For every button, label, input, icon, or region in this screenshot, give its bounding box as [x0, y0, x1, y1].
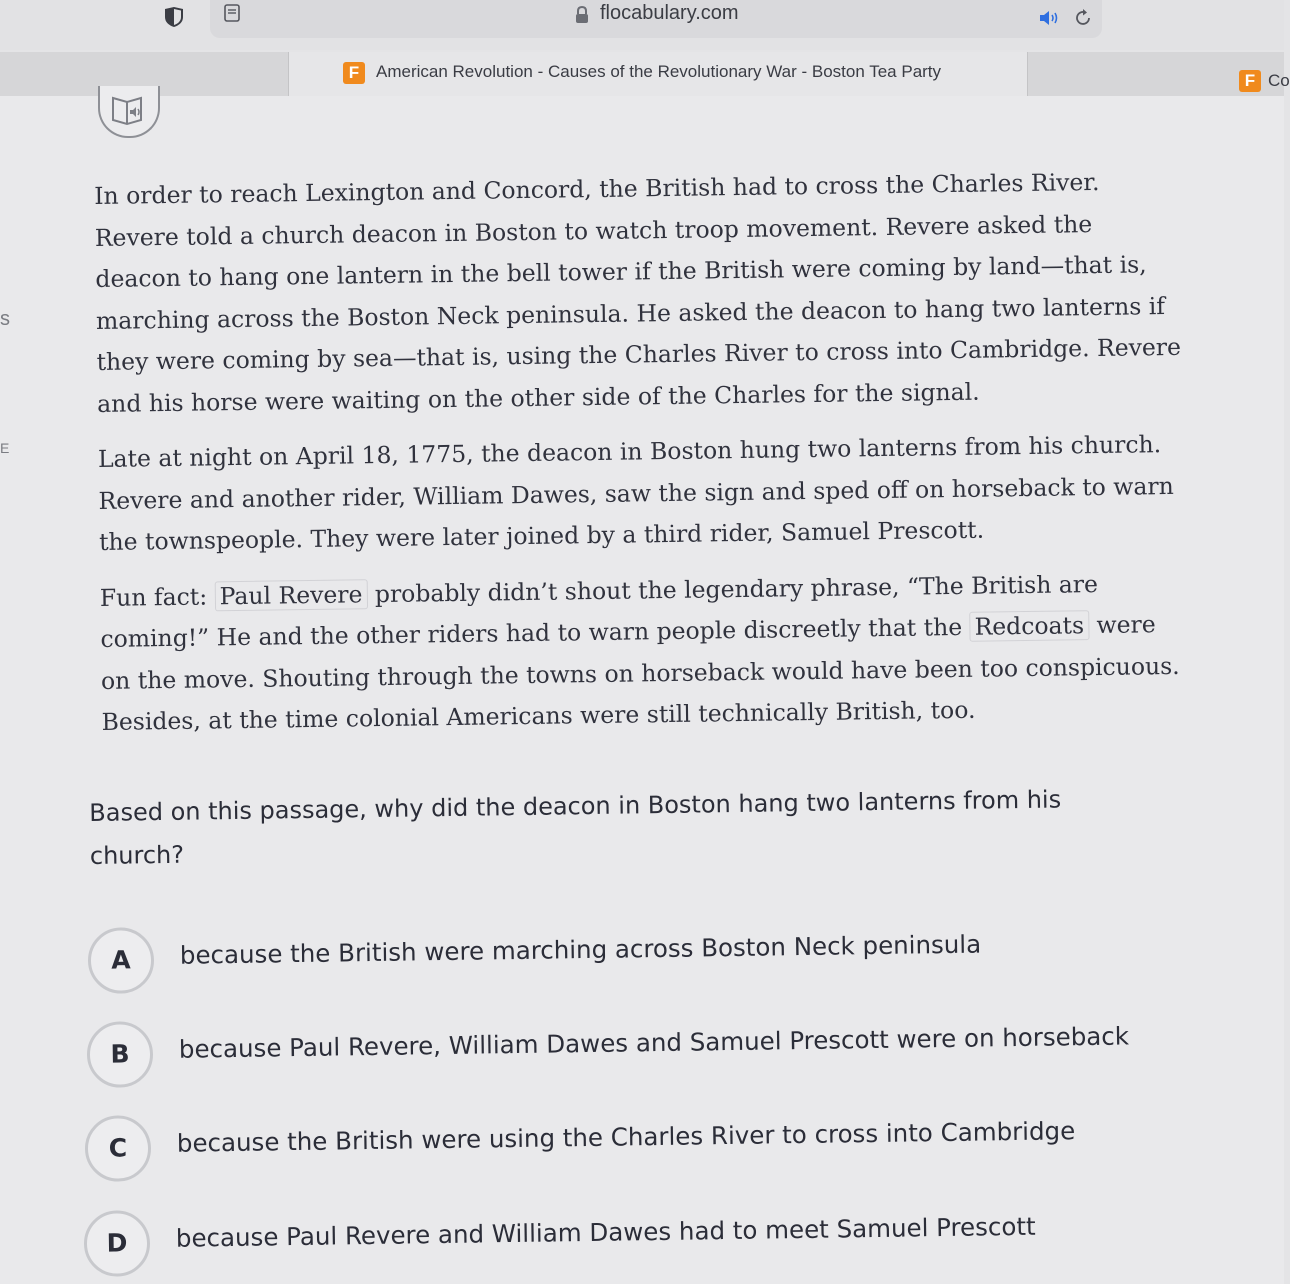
flocabulary-favicon-icon: F — [1239, 70, 1261, 92]
glossary-term-paul-revere[interactable]: Paul Revere — [214, 579, 367, 611]
option-text[interactable]: because Paul Revere, William Dawes and Samuel Prescott were on horseback — [178, 1021, 1130, 1064]
passage-text: Fun fact: — [99, 581, 215, 612]
reload-icon[interactable] — [1073, 8, 1093, 28]
glossary-term-redcoats[interactable]: Redcoats — [969, 610, 1089, 642]
option-letter-badge[interactable]: C — [85, 1115, 152, 1182]
tab-title[interactable]: American Revolution - Causes of the Revolutionary War - Boston Tea Party — [376, 62, 942, 81]
passage-text: probably didn’t shout the legendary phrase, “The British are coming!” He and the other riders had to warn people discreetly that the — [100, 569, 1099, 653]
url-text[interactable]: flocabulary.com — [600, 2, 739, 24]
edge-fragment: s — [0, 308, 10, 330]
option-letter-badge[interactable]: B — [87, 1021, 154, 1088]
passage-paragraph-fun-fact — [100, 562, 1192, 743]
option-letter-badge[interactable]: D — [84, 1210, 151, 1277]
shield-icon[interactable] — [162, 6, 186, 28]
passage-text: were on the move. Shouting through the towns on horseback would have been too conspicuous. Besides, at the time colonial Americans were still technically British, too. — [100, 610, 1180, 736]
option-text[interactable]: because the British were marching across Boston Neck peninsula — [179, 929, 982, 970]
speaker-icon[interactable] — [1038, 9, 1064, 27]
reading-passage — [94, 161, 1192, 758]
option-letter-badge[interactable]: A — [88, 927, 155, 994]
passage-paragraph: Late at night on April 18, 1775, the deacon in Boston hung two lanterns from his church. Revere and another rider, William Dawes, saw the sign and sped off on horseback to warn the townspeople. They were later joined by a third rider, Samuel Prescott. — [97, 430, 1174, 556]
tab-second-title[interactable]: Co — [1268, 71, 1290, 90]
option-text[interactable]: because Paul Revere and William Dawes had to meet Samuel Prescott — [175, 1211, 1036, 1253]
answer-option-a[interactable] — [88, 914, 1069, 994]
flocabulary-favicon-icon: F — [343, 62, 365, 84]
question-prompt: Based on this passage, why did the deacon in Boston hang two lanterns from his church? — [89, 785, 1062, 870]
lock-icon — [574, 6, 590, 24]
passage-paragraph: In order to reach Lexington and Concord, the British had to cross the Charles River. Revere told a church deacon in Boston to watch troop movement. Revere asked the deacon to hang one lantern in the bell tower if the British were coming by land—that is, marching across the Boston Neck peninsula. He asked the deacon to hang two lanterns if they were coming by sea—that is, using the Charles River to cross into Cambridge. Revere and his horse were waiting on the other side of the Charles for the signal. — [94, 167, 1182, 418]
edge-fragment: E — [0, 440, 10, 456]
option-text[interactable]: because the British were using the Charles River to cross into Cambridge — [176, 1116, 1076, 1158]
reader-icon[interactable] — [222, 3, 242, 23]
